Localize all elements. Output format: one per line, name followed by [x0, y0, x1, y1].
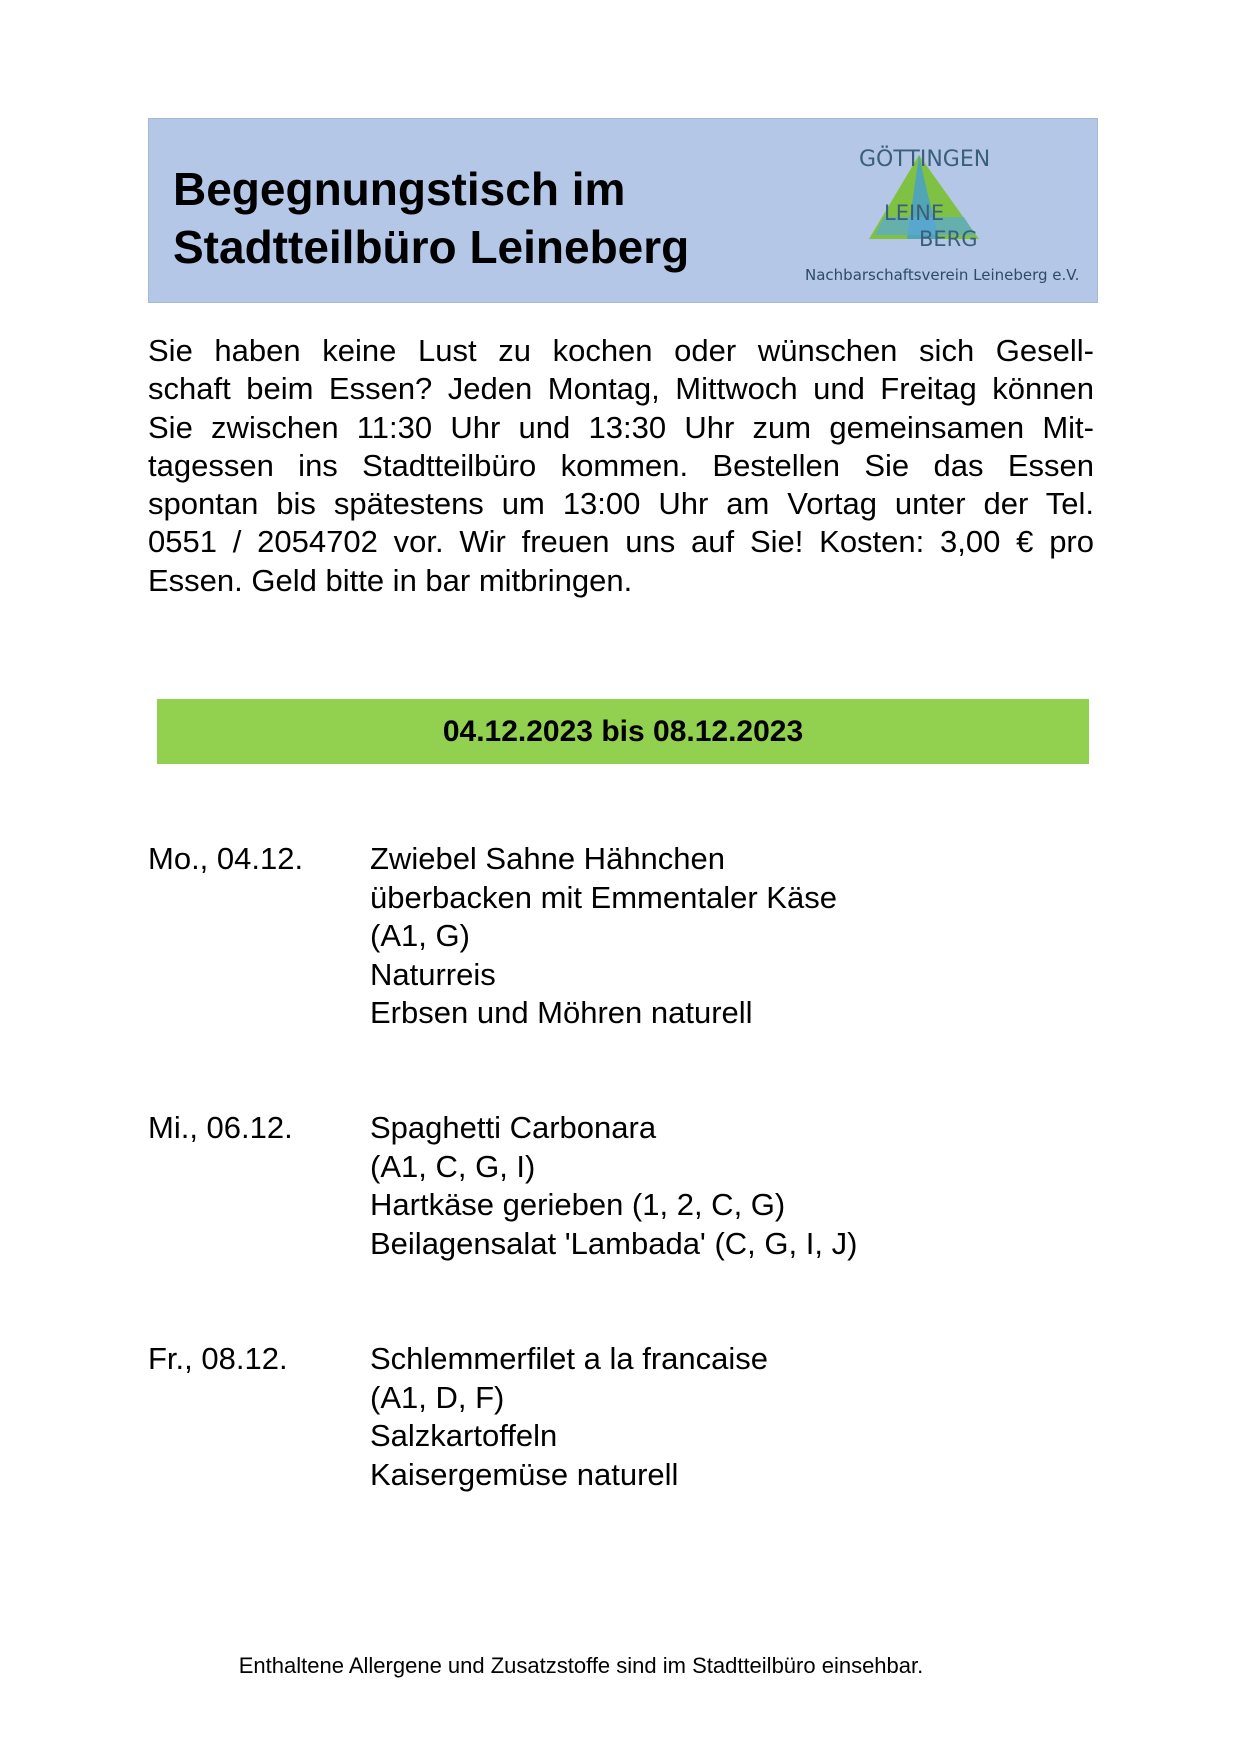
- intro-line: spontan bis spätestens um 13:00 Uhr am Vortag unter der Tel.: [148, 486, 1094, 522]
- dish-line: überbacken mit Emmentaler Käse: [370, 879, 837, 915]
- intro-line: 0551 / 2054702 vor. Wir freuen uns auf Sie! Kosten: 3,00 € pro: [148, 524, 1094, 560]
- intro-paragraph: [148, 332, 1094, 600]
- association-logo: [789, 131, 1089, 296]
- dish-line: Erbsen und Möhren naturell: [370, 995, 753, 1030]
- dish-line: Kaisergemüse naturell: [370, 1456, 679, 1492]
- logo-association-text: Nachbarschaftsverein Leineberg e.V.: [805, 266, 1080, 284]
- logo-leine-text: LEINE: [884, 201, 945, 225]
- dish-line: Naturreis: [370, 956, 496, 992]
- logo-goettingen-text: GÖTTINGEN: [859, 147, 991, 172]
- dish-line: (A1, D, F): [370, 1379, 505, 1415]
- dish-line: Zwiebel Sahne Hähnchen: [370, 841, 726, 876]
- intro-line: Sie zwischen 11:30 Uhr und 13:30 Uhr zum gemeinsamen Mit-: [148, 409, 1094, 445]
- menu-dishes: [370, 1340, 768, 1494]
- menu-day: Mi., 06.12.: [148, 1110, 293, 1145]
- title-line-1: Begegnungstisch im: [173, 163, 626, 215]
- date-range-text: 04.12.2023 bis 08.12.2023: [442, 714, 804, 748]
- dish-line: (A1, C, G, I): [370, 1148, 536, 1184]
- footer-note: Enthaltene Allergene und Zusatzstoffe sind im Stadtteilbüro einsehbar.: [238, 1653, 924, 1678]
- header-banner: [148, 118, 1098, 303]
- dish-line: (A1, G): [370, 918, 470, 953]
- date-range-banner: [157, 699, 1089, 764]
- intro-line: Sie haben keine Lust zu kochen oder wünschen sich Gesell-: [148, 333, 1094, 368]
- page-title: [173, 160, 689, 276]
- intro-line: tagessen ins Stadtteilbüro kommen. Bestellen Sie das Essen: [148, 447, 1094, 483]
- intro-line: Essen. Geld bitte in bar mitbringen.: [148, 562, 633, 598]
- logo-berg-text: BERG: [919, 227, 978, 251]
- dish-line: Spaghetti Carbonara: [370, 1110, 657, 1145]
- menu-dishes: [370, 1109, 857, 1263]
- dish-line: Beilagensalat 'Lambada' (C, G, I, J): [370, 1225, 858, 1261]
- dish-line: Schlemmerfilet a la francaise: [370, 1341, 768, 1376]
- menu-day: Mo., 04.12.: [148, 841, 304, 876]
- dish-line: Hartkäse gerieben (1, 2, C, G): [370, 1187, 786, 1222]
- intro-line: schaft beim Essen? Jeden Montag, Mittwoch und Freitag können: [148, 371, 1094, 407]
- menu-day: Fr., 08.12.: [148, 1341, 288, 1376]
- dish-line: Salzkartoffeln: [370, 1418, 558, 1453]
- title-line-2: Stadtteilbüro Leineberg: [173, 221, 690, 273]
- menu-dishes: [370, 840, 837, 1033]
